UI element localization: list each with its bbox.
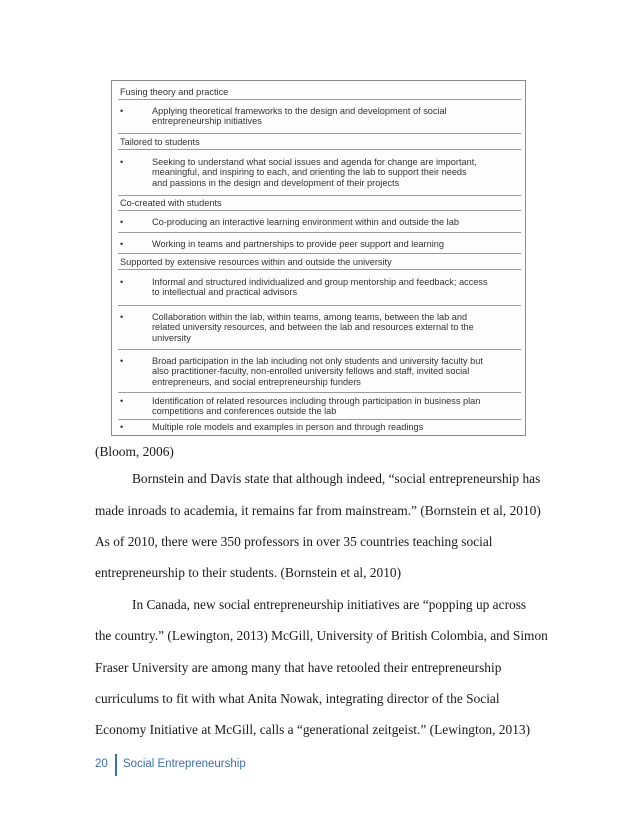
item-line: Co-producing an interactive learning environment within and outside the lab <box>152 217 459 227</box>
figure-item-row <box>118 392 521 420</box>
paragraph-line: Fraser University are among many that have retooled their entrepreneurship <box>95 660 502 675</box>
paragraph-line: the country.” (Lewington, 2013) McGill, University of British Colombia, and Simon <box>95 628 548 643</box>
item-line: Multiple role models and examples in person and through readings <box>152 422 424 432</box>
figure-item-text <box>152 157 519 188</box>
item-line: Collaboration within the lab, within teams, among teams, between the lab and <box>152 312 468 322</box>
figure-item-text <box>152 217 519 227</box>
footer-divider <box>115 754 117 776</box>
item-line: to intellectual and practical advisors <box>152 287 298 298</box>
bullet: • <box>120 277 124 287</box>
figure-item-row <box>118 232 521 254</box>
bullet: • <box>120 422 124 432</box>
item-line: Working in teams and partnerships to provide peer support and learning <box>152 239 444 249</box>
item-line: also practitioner-faculty, non-enrolled university fellows and staff, invited social <box>152 366 470 377</box>
bullet: • <box>120 157 124 167</box>
figure-item-text <box>152 356 519 387</box>
bullet: • <box>120 396 124 406</box>
item-line: entrepreneurship initiatives <box>152 116 262 127</box>
item-line: Applying theoretical frameworks to the design and development of social <box>152 106 447 116</box>
figure-item-row <box>118 269 521 306</box>
figure-header: Supported by extensive resources within and outside the university <box>120 257 392 267</box>
item-line: Seeking to understand what social issues and agenda for change are important, <box>152 157 477 167</box>
item-line: related university resources, and between the lab and resources external to the <box>152 322 474 333</box>
running-title: Social Entrepreneurship <box>123 758 246 770</box>
figure-header: Co-created with students <box>120 198 222 208</box>
figure-header-row <box>118 86 521 100</box>
item-line: meaningful, and inspiring to each, and orienting the lab to support their needs <box>152 167 467 178</box>
item-line: university <box>152 332 191 343</box>
framework-figure <box>111 80 526 436</box>
figure-header: Fusing theory and practice <box>120 87 229 97</box>
figure-item-row <box>118 99 521 134</box>
figure-item-row <box>118 305 521 350</box>
figure-item-row <box>118 149 521 196</box>
bullet: • <box>120 217 124 227</box>
figure-item-row <box>118 210 521 233</box>
bullet: • <box>120 239 124 249</box>
bullet: • <box>120 356 124 366</box>
item-line: competitions and conferences outside the lab <box>152 406 337 417</box>
page-number: 20 <box>95 758 108 770</box>
item-line: Informal and structured individualized and group mentorship and feedback; access <box>152 277 488 287</box>
paragraph-line: made inroads to academia, it remains far from mainstream.” (Bornstein et al, 2010) <box>95 503 541 518</box>
figure-header-row <box>118 253 521 270</box>
figure-header-row <box>118 133 521 150</box>
figure-item-row <box>118 349 521 393</box>
bullet: • <box>120 312 124 322</box>
figure-item-text <box>152 239 519 249</box>
item-line: Identification of related resources including through participation in business plan <box>152 396 481 406</box>
figure-header-row <box>118 195 521 211</box>
figure-item-text <box>152 422 519 432</box>
item-line: Broad participation in the lab including not only students and university faculty but <box>152 356 483 366</box>
figure-item-text <box>152 312 519 343</box>
figure-item-text <box>152 106 519 127</box>
figure-citation: (Bloom, 2006) <box>95 444 174 459</box>
item-line: entrepreneurs, and social entrepreneurship funders <box>152 376 361 387</box>
bullet: • <box>120 106 124 116</box>
paragraph-line: Economy Initiative at McGill, calls a “generational zeitgeist.” (Lewington, 2013) <box>95 722 531 737</box>
item-line: and passions in the design and development of their projects <box>152 177 400 188</box>
paragraph-line: Bornstein and Davis state that although indeed, “social entrepreneurship has <box>132 471 541 486</box>
paragraph-line: In Canada, new social entrepreneurship initiatives are “popping up across <box>132 597 527 612</box>
figure-item-row <box>118 419 521 433</box>
paragraph-line: entrepreneurship to their students. (Bornstein et al, 2010) <box>95 565 402 580</box>
paragraph-line: curriculums to fit with what Anita Nowak, integrating director of the Social <box>95 691 500 706</box>
figure-item-text <box>152 277 519 298</box>
figure-header: Tailored to students <box>120 137 200 147</box>
paragraph-line: As of 2010, there were 350 professors in over 35 countries teaching social <box>95 534 493 549</box>
figure-item-text <box>152 396 519 417</box>
